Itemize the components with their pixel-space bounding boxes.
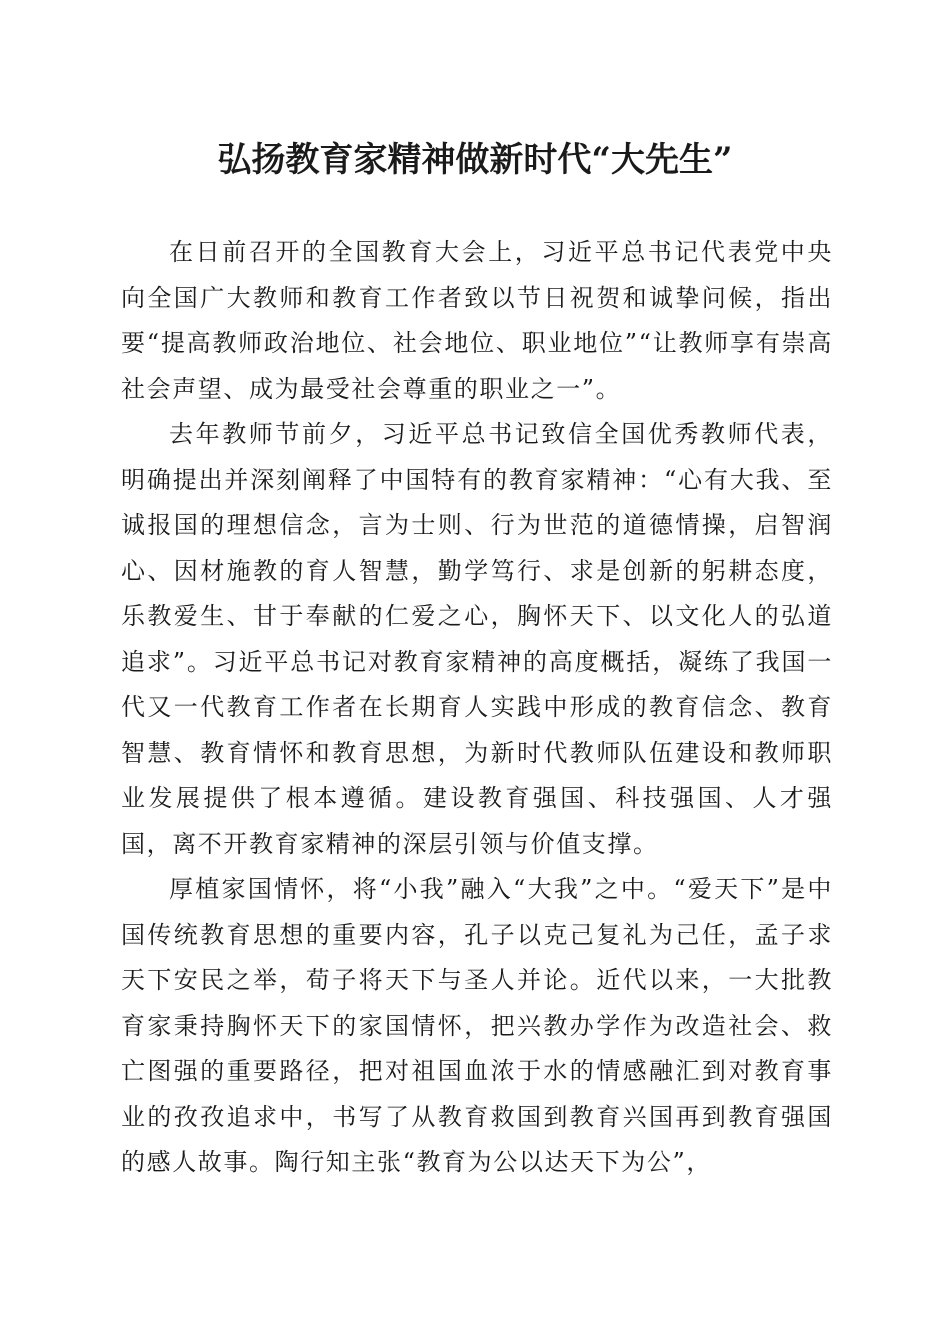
paragraph-3: 厚植家国情怀，将“小我”融入“大我”之中。“爱天下”是中国传统教育思想的重要内容，孔子以克己复礼为己任，孟子求天下安民之举，荀子将天下与圣人并论。近代以来，一大批教育家秉持胸怀天下的家国情怀，把兴教办学作为改造社会、救亡图强的重要路径，把对祖国血浓于水的情感融汇到对教育事业的孜孜追求中，书写了从教育救国到教育兴国再到教育强国的感人故事。陶行知主张“教育为公以达天下为公”， <box>121 875 833 1176</box>
paragraph-2: 去年教师节前夕，习近平总书记致信全国优秀教师代表，明确提出并深刻阐释了中国特有的教育家精神：“心有大我、至诚报国的理想信念，言为士则、行为世范的道德情操，启智润心、因材施教的育人智慧，勤学笃行、求是创新的躬耕态度，乐教爱生、甘于奉献的仁爱之心，胸怀天下、以文化人的弘道追求”。习近平总书记对教育家精神的高度概括，凝练了我国一代又一代教育工作者在长期育人实践中形成的教育信念、教育智慧、教育情怀和教育思想，为新时代教师队伍建设和教师职业发展提供了根本遵循。建设教育强国、科技强国、人才强国，离不开教育家精神的深层引领与价值支撑。 <box>121 420 833 858</box>
document-body <box>121 230 833 1186</box>
paragraph-1: 在日前召开的全国教育大会上，习近平总书记代表党中央向全国广大教师和教育工作者致以节日祝贺和诚挚问候，指出要“提高教师政治地位、社会地位、职业地位”“让教师享有崇高社会声望、成为最受社会尊重的职业之一”。 <box>121 238 833 403</box>
document-title: 弘扬教育家精神做新时代“大先生” <box>217 140 733 180</box>
